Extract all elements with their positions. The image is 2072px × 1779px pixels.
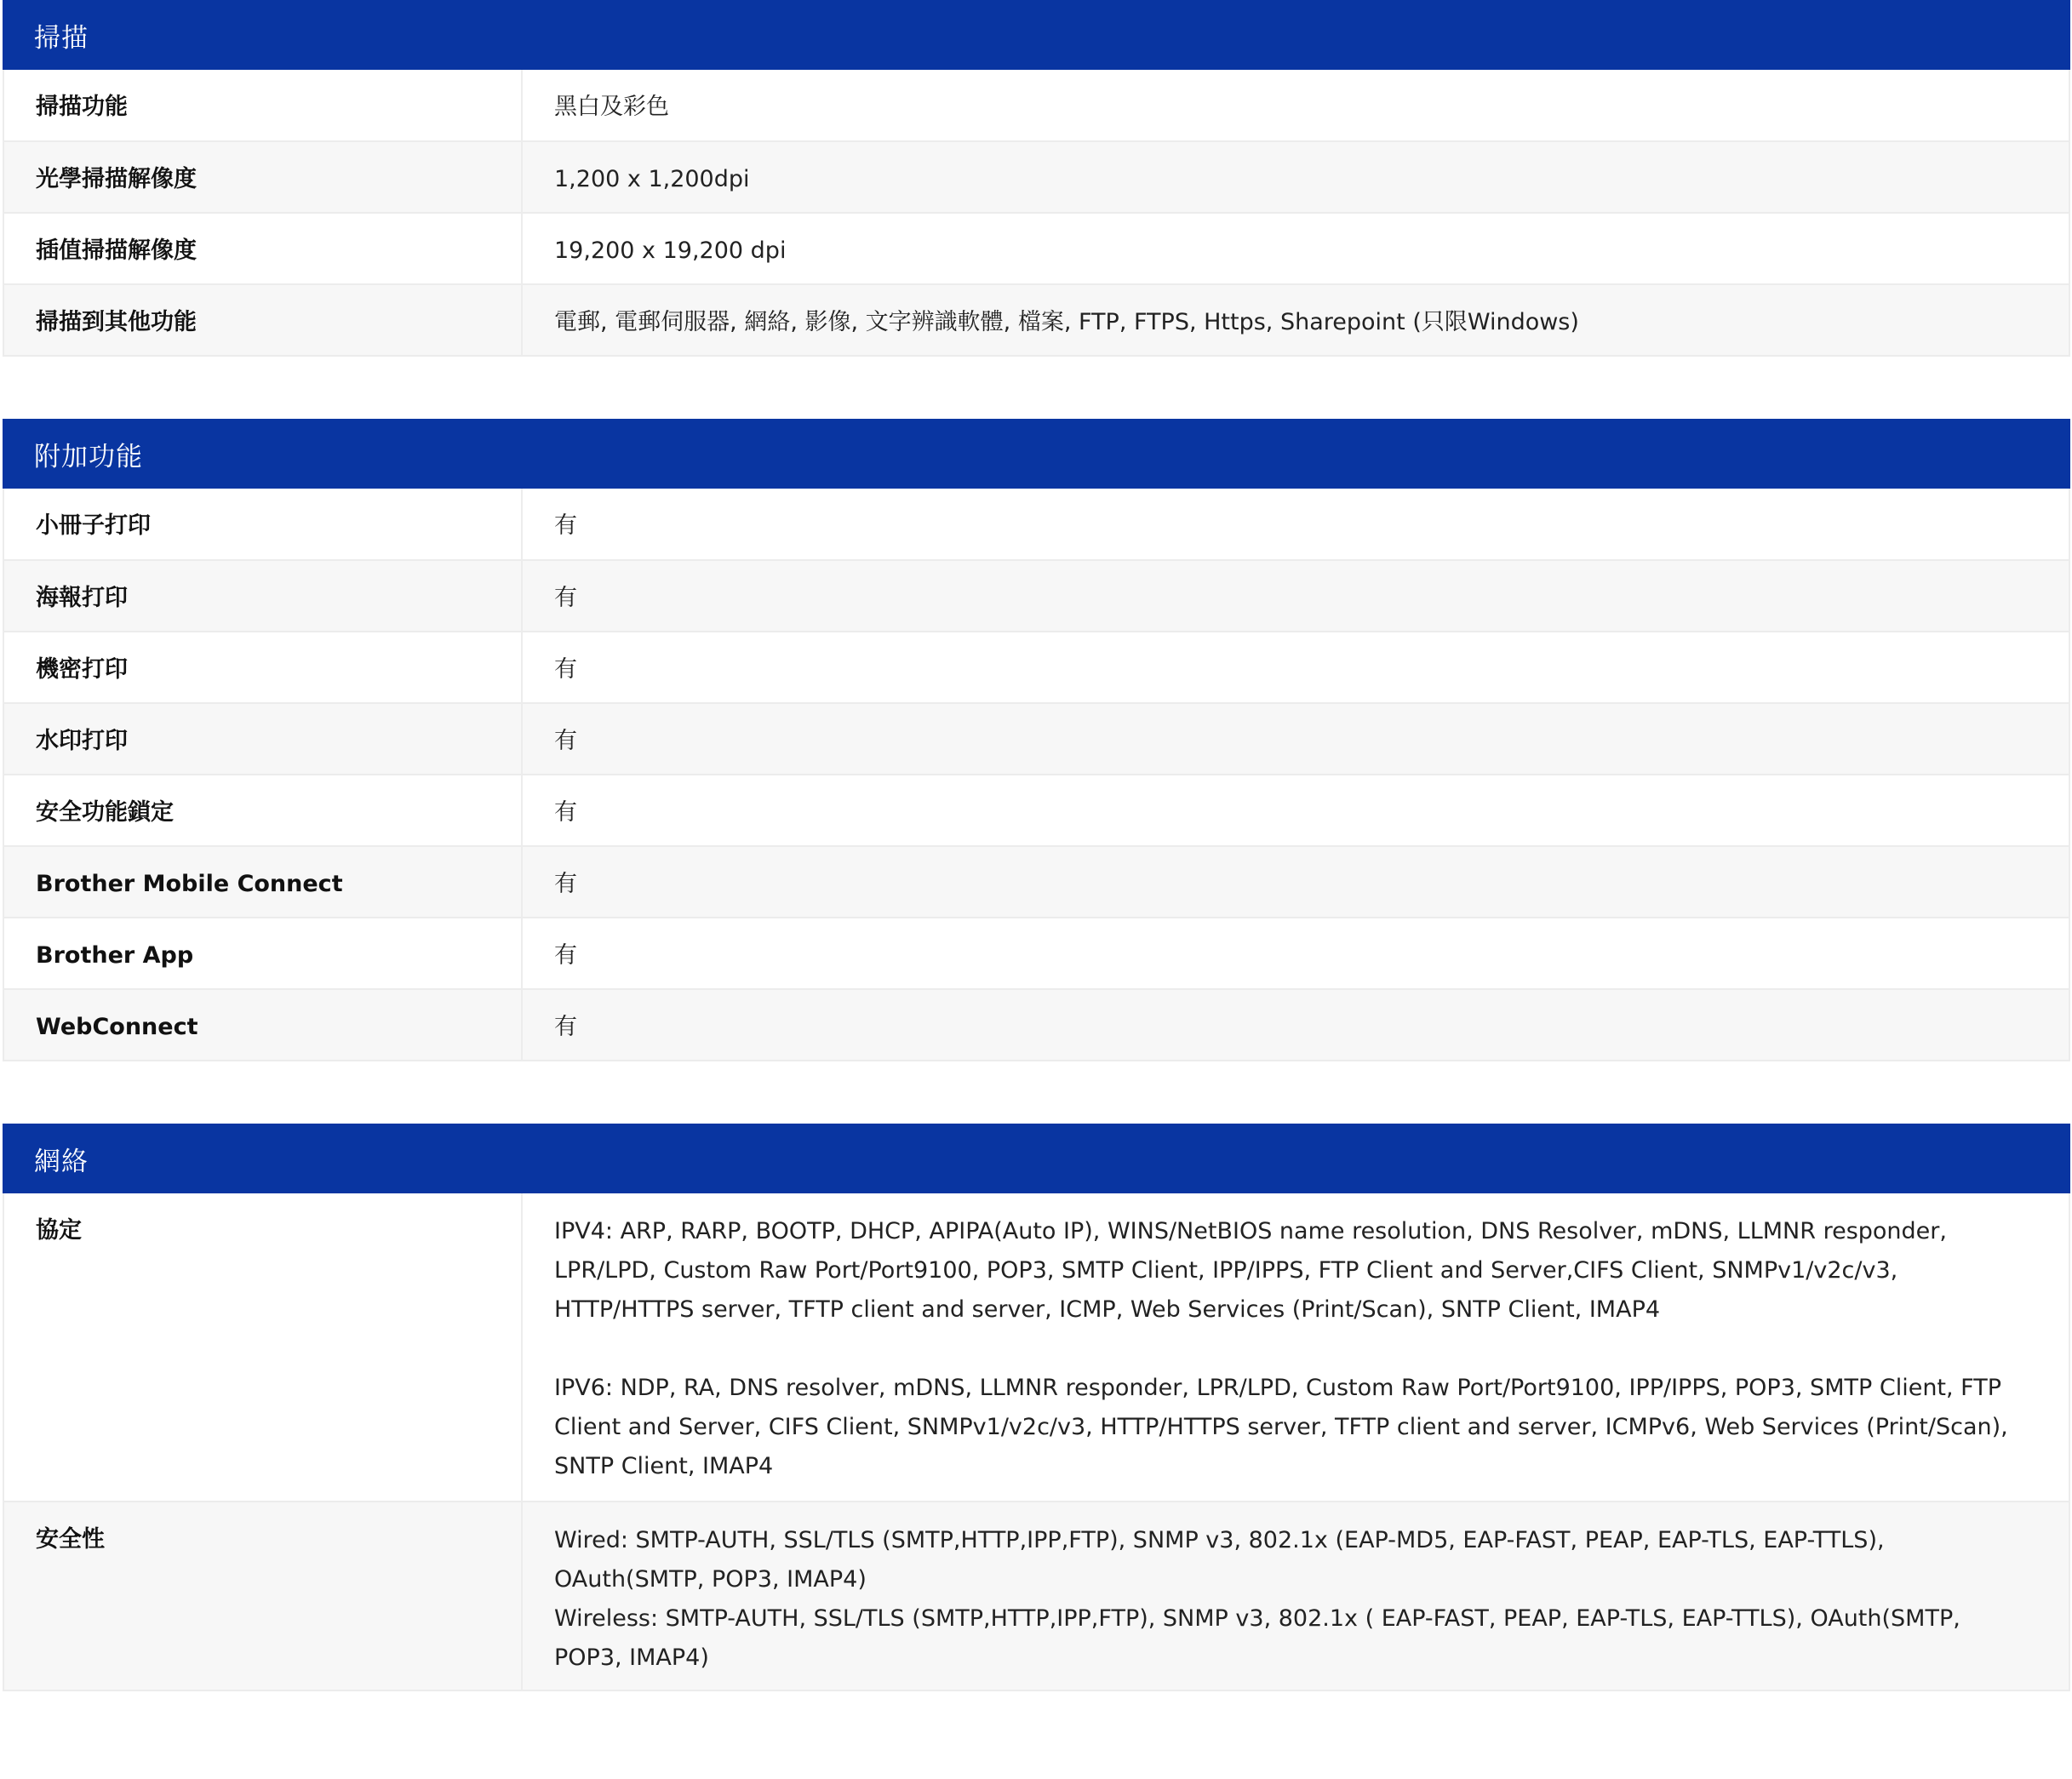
protocol-ipv4: IPV4: ARP, RARP, BOOTP, DHCP, APIPA(Auto IP), WINS/NetBIOS name resolution, DNS Resolver, mDNS, LLMNR responder, LPR/LPD, Custom Raw Port/Port9100, POP3, SMTP Client, IPP/IPPS, FTP Client and Server,CIFS Client, SNMPv1/v2c/v3, HTTP/HTTPS server, TFTP client and server, ICMP, Web Services (Print/Scan), SNTP Client, IMAP4 bbox=[554, 1218, 1947, 1323]
section-title: 掃描 bbox=[34, 22, 89, 54]
section-header bbox=[3, 419, 2070, 489]
row-label: 安全功能鎖定 bbox=[3, 775, 522, 846]
security-wireless: Wireless: SMTP-AUTH, SSL/TLS (SMTP,HTTP,IPP,FTP), SNMP v3, 802.1x ( EAP-FAST, PEAP, EAP-TLS, EAP-TTLS), OAuth(SMTP, POP3, IMAP4) bbox=[554, 1605, 1960, 1671]
section-scan bbox=[3, 0, 2070, 357]
table-row bbox=[3, 632, 2069, 703]
row-value: 有 bbox=[522, 560, 2069, 632]
table-row bbox=[3, 775, 2069, 846]
table-row bbox=[3, 918, 2069, 989]
table-row bbox=[3, 284, 2069, 356]
row-label: 光學掃描解像度 bbox=[3, 141, 522, 213]
row-label: 掃描到其他功能 bbox=[3, 284, 522, 356]
spec-page bbox=[3, 0, 2070, 1691]
row-value: 有 bbox=[522, 775, 2069, 846]
table-row bbox=[3, 141, 2069, 213]
spec-table bbox=[3, 70, 2070, 357]
row-label: 水印打印 bbox=[3, 703, 522, 775]
paragraph-gap bbox=[554, 1330, 2035, 1369]
row-value: 有 bbox=[522, 489, 2069, 560]
section-extra-features bbox=[3, 419, 2070, 1061]
row-label: 協定 bbox=[3, 1193, 522, 1502]
row-label: 機密打印 bbox=[3, 632, 522, 703]
table-row bbox=[3, 489, 2069, 560]
row-value: 有 bbox=[522, 632, 2069, 703]
section-header bbox=[3, 0, 2070, 70]
section-header bbox=[3, 1124, 2070, 1193]
table-row bbox=[3, 213, 2069, 284]
row-value: 電郵, 電郵伺服器, 網絡, 影像, 文字辨識軟體, 檔案, FTP, FTPS, Https, Sharepoint (只限Windows) bbox=[522, 284, 2069, 356]
row-label: 插值掃描解像度 bbox=[3, 213, 522, 284]
row-value: 有 bbox=[522, 846, 2069, 918]
row-label: 掃描功能 bbox=[3, 70, 522, 141]
row-label: Brother App bbox=[3, 918, 522, 989]
table-row bbox=[3, 703, 2069, 775]
row-value: 有 bbox=[522, 989, 2069, 1061]
table-row bbox=[3, 1502, 2069, 1690]
row-label: 小冊子打印 bbox=[3, 489, 522, 560]
table-row bbox=[3, 989, 2069, 1061]
table-row bbox=[3, 70, 2069, 141]
row-value bbox=[522, 1193, 2069, 1502]
table-row bbox=[3, 1193, 2069, 1502]
table-row bbox=[3, 846, 2069, 918]
table-row bbox=[3, 560, 2069, 632]
row-value: 黑白及彩色 bbox=[522, 70, 2069, 141]
row-label: WebConnect bbox=[3, 989, 522, 1061]
section-title: 附加功能 bbox=[34, 441, 143, 472]
security-wired: Wired: SMTP-AUTH, SSL/TLS (SMTP,HTTP,IPP,FTP), SNMP v3, 802.1x (EAP-MD5, EAP-FAST, PEAP, EAP-TLS, EAP-TTLS), OAuth(SMTP, POP3, IMAP4) bbox=[554, 1527, 1885, 1593]
row-value: 1,200 x 1,200dpi bbox=[522, 141, 2069, 213]
row-value bbox=[522, 1502, 2069, 1690]
row-label: 安全性 bbox=[3, 1502, 522, 1690]
row-label: 海報打印 bbox=[3, 560, 522, 632]
row-value: 有 bbox=[522, 918, 2069, 989]
spec-table bbox=[3, 1193, 2070, 1691]
row-value: 19,200 x 19,200 dpi bbox=[522, 213, 2069, 284]
row-value: 有 bbox=[522, 703, 2069, 775]
section-title: 網絡 bbox=[34, 1146, 89, 1177]
spec-table bbox=[3, 489, 2070, 1061]
section-network bbox=[3, 1124, 2070, 1691]
protocol-ipv6: IPV6: NDP, RA, DNS resolver, mDNS, LLMNR responder, LPR/LPD, Custom Raw Port/Port9100, IPP/IPPS, POP3, SMTP Client, FTP Client and Server, CIFS Client, SNMPv1/v2c/v3, HTTP/HTTPS server, TFTP client and server, ICMPv6, Web Services (Print/Scan), SNTP Client, IMAP4 bbox=[554, 1375, 2008, 1479]
row-label: Brother Mobile Connect bbox=[3, 846, 522, 918]
